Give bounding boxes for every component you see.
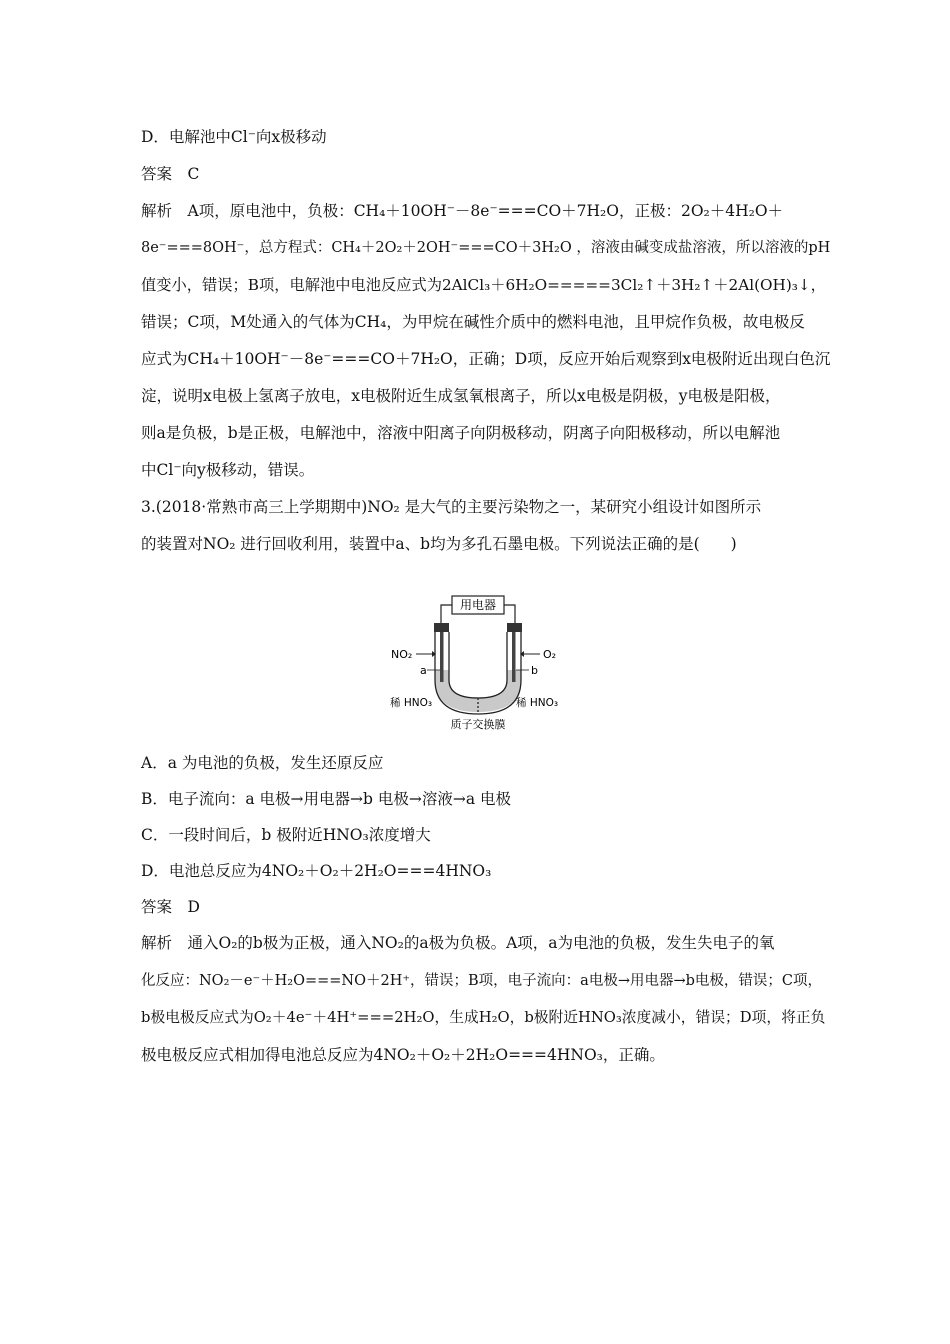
analysis-line: 化反应：NO₂－e⁻＋H₂O===NO＋2H⁺，错误；B项，电子流向：a电极→用电器→b电极，错误；C项， <box>141 973 822 989</box>
analysis-line: 淀，说明x电极上氢离子放电，x电极附近生成氢氧根离子，所以x电极是阴极，y电极是阳极， <box>141 387 781 405</box>
electrode-a <box>440 632 444 682</box>
membrane-label: 质子交换膜 <box>450 718 506 731</box>
analysis-line: 极电极反应式相加得电池总反应为4NO₂＋O₂＋2H₂O===4HNO₃，正确。 <box>141 1046 665 1064</box>
electrode-b <box>512 632 516 682</box>
left-solution-label: 稀 HNO₃ <box>390 697 433 709</box>
analysis-line: 错误；C项，M处通入的气体为CH₄，为甲烷在碱性介质中的燃料电池，且甲烷作负极，故电极反 <box>141 313 805 331</box>
prev-option-d: D．电解池中Cl⁻向x极移动 <box>141 128 327 146</box>
load-label: 用电器 <box>459 598 497 612</box>
left-stopper <box>434 623 449 632</box>
electrode-a-label: a <box>420 664 427 677</box>
option-b: B．电子流向：a 电极→用电器→b 电极→溶液→a 电极 <box>141 790 512 808</box>
electrolysis-cell-diagram <box>388 592 568 732</box>
analysis-line: 则a是负极，b是正极，电解池中，溶液中阳离子向阴极移动，阴离子向阳极移动，所以电解池 <box>141 424 781 442</box>
left-gas-label: NO₂ <box>391 648 413 661</box>
analysis-line: 中Cl⁻向y极移动，错误。 <box>141 461 315 479</box>
stem-line: 3.(2018·常熟市高三上学期期中)NO₂ 是大气的主要污染物之一，某研究小组设计如图所示 <box>141 498 762 516</box>
analysis-line: 应式为CH₄＋10OH⁻－8e⁻===CO＋7H₂O，正确；D项，反应开始后观察到x电极附近出现白色沉 <box>141 350 831 368</box>
stem-line: 的装置对NO₂ 进行回收利用，装置中a、b均为多孔石墨电极。下列说法正确的是( ) <box>141 535 737 553</box>
option-c: C．一段时间后，b 极附近HNO₃浓度增大 <box>141 826 431 844</box>
analysis-line: 解析 通入O₂的b极为正极，通入NO₂的a极为负极。A项，a为电池的负极，发生失电子的氧 <box>141 934 775 952</box>
analysis-line: 值变小，错误；B项，电解池中电池反应式为2AlCl₃＋6H₂O=====3Cl₂↑＋3H₂↑＋2Al(OH)₃↓， <box>141 276 826 294</box>
electrode-b-label: b <box>531 664 538 677</box>
right-gas-label: O₂ <box>543 648 557 661</box>
right-stopper <box>507 623 522 632</box>
question-3-answer: 答案 D <box>141 898 200 916</box>
analysis-line: b极电极反应式为O₂＋4e⁻＋4H⁺===2H₂O，生成H₂O，b极附近HNO₃浓度减小，错误；D项，将正负 <box>141 1009 826 1026</box>
analysis-line: 解析 A项，原电池中，负极：CH₄＋10OH⁻－8e⁻===CO＋7H₂O，正极：2O₂＋4H₂O＋ <box>141 202 784 220</box>
analysis-line: 8e⁻===8OH⁻，总方程式：CH₄＋2O₂＋2OH⁻===CO＋3H₂O ，溶液由碱变成盐溶液，所以溶液的pH <box>141 240 831 256</box>
right-solution-label: 稀 HNO₃ <box>516 697 559 709</box>
option-d: D．电池总反应为4NO₂＋O₂＋2H₂O===4HNO₃ <box>141 862 492 880</box>
option-a: A．a 为电池的负极，发生还原反应 <box>141 754 384 772</box>
prev-answer: 答案 C <box>141 165 200 183</box>
